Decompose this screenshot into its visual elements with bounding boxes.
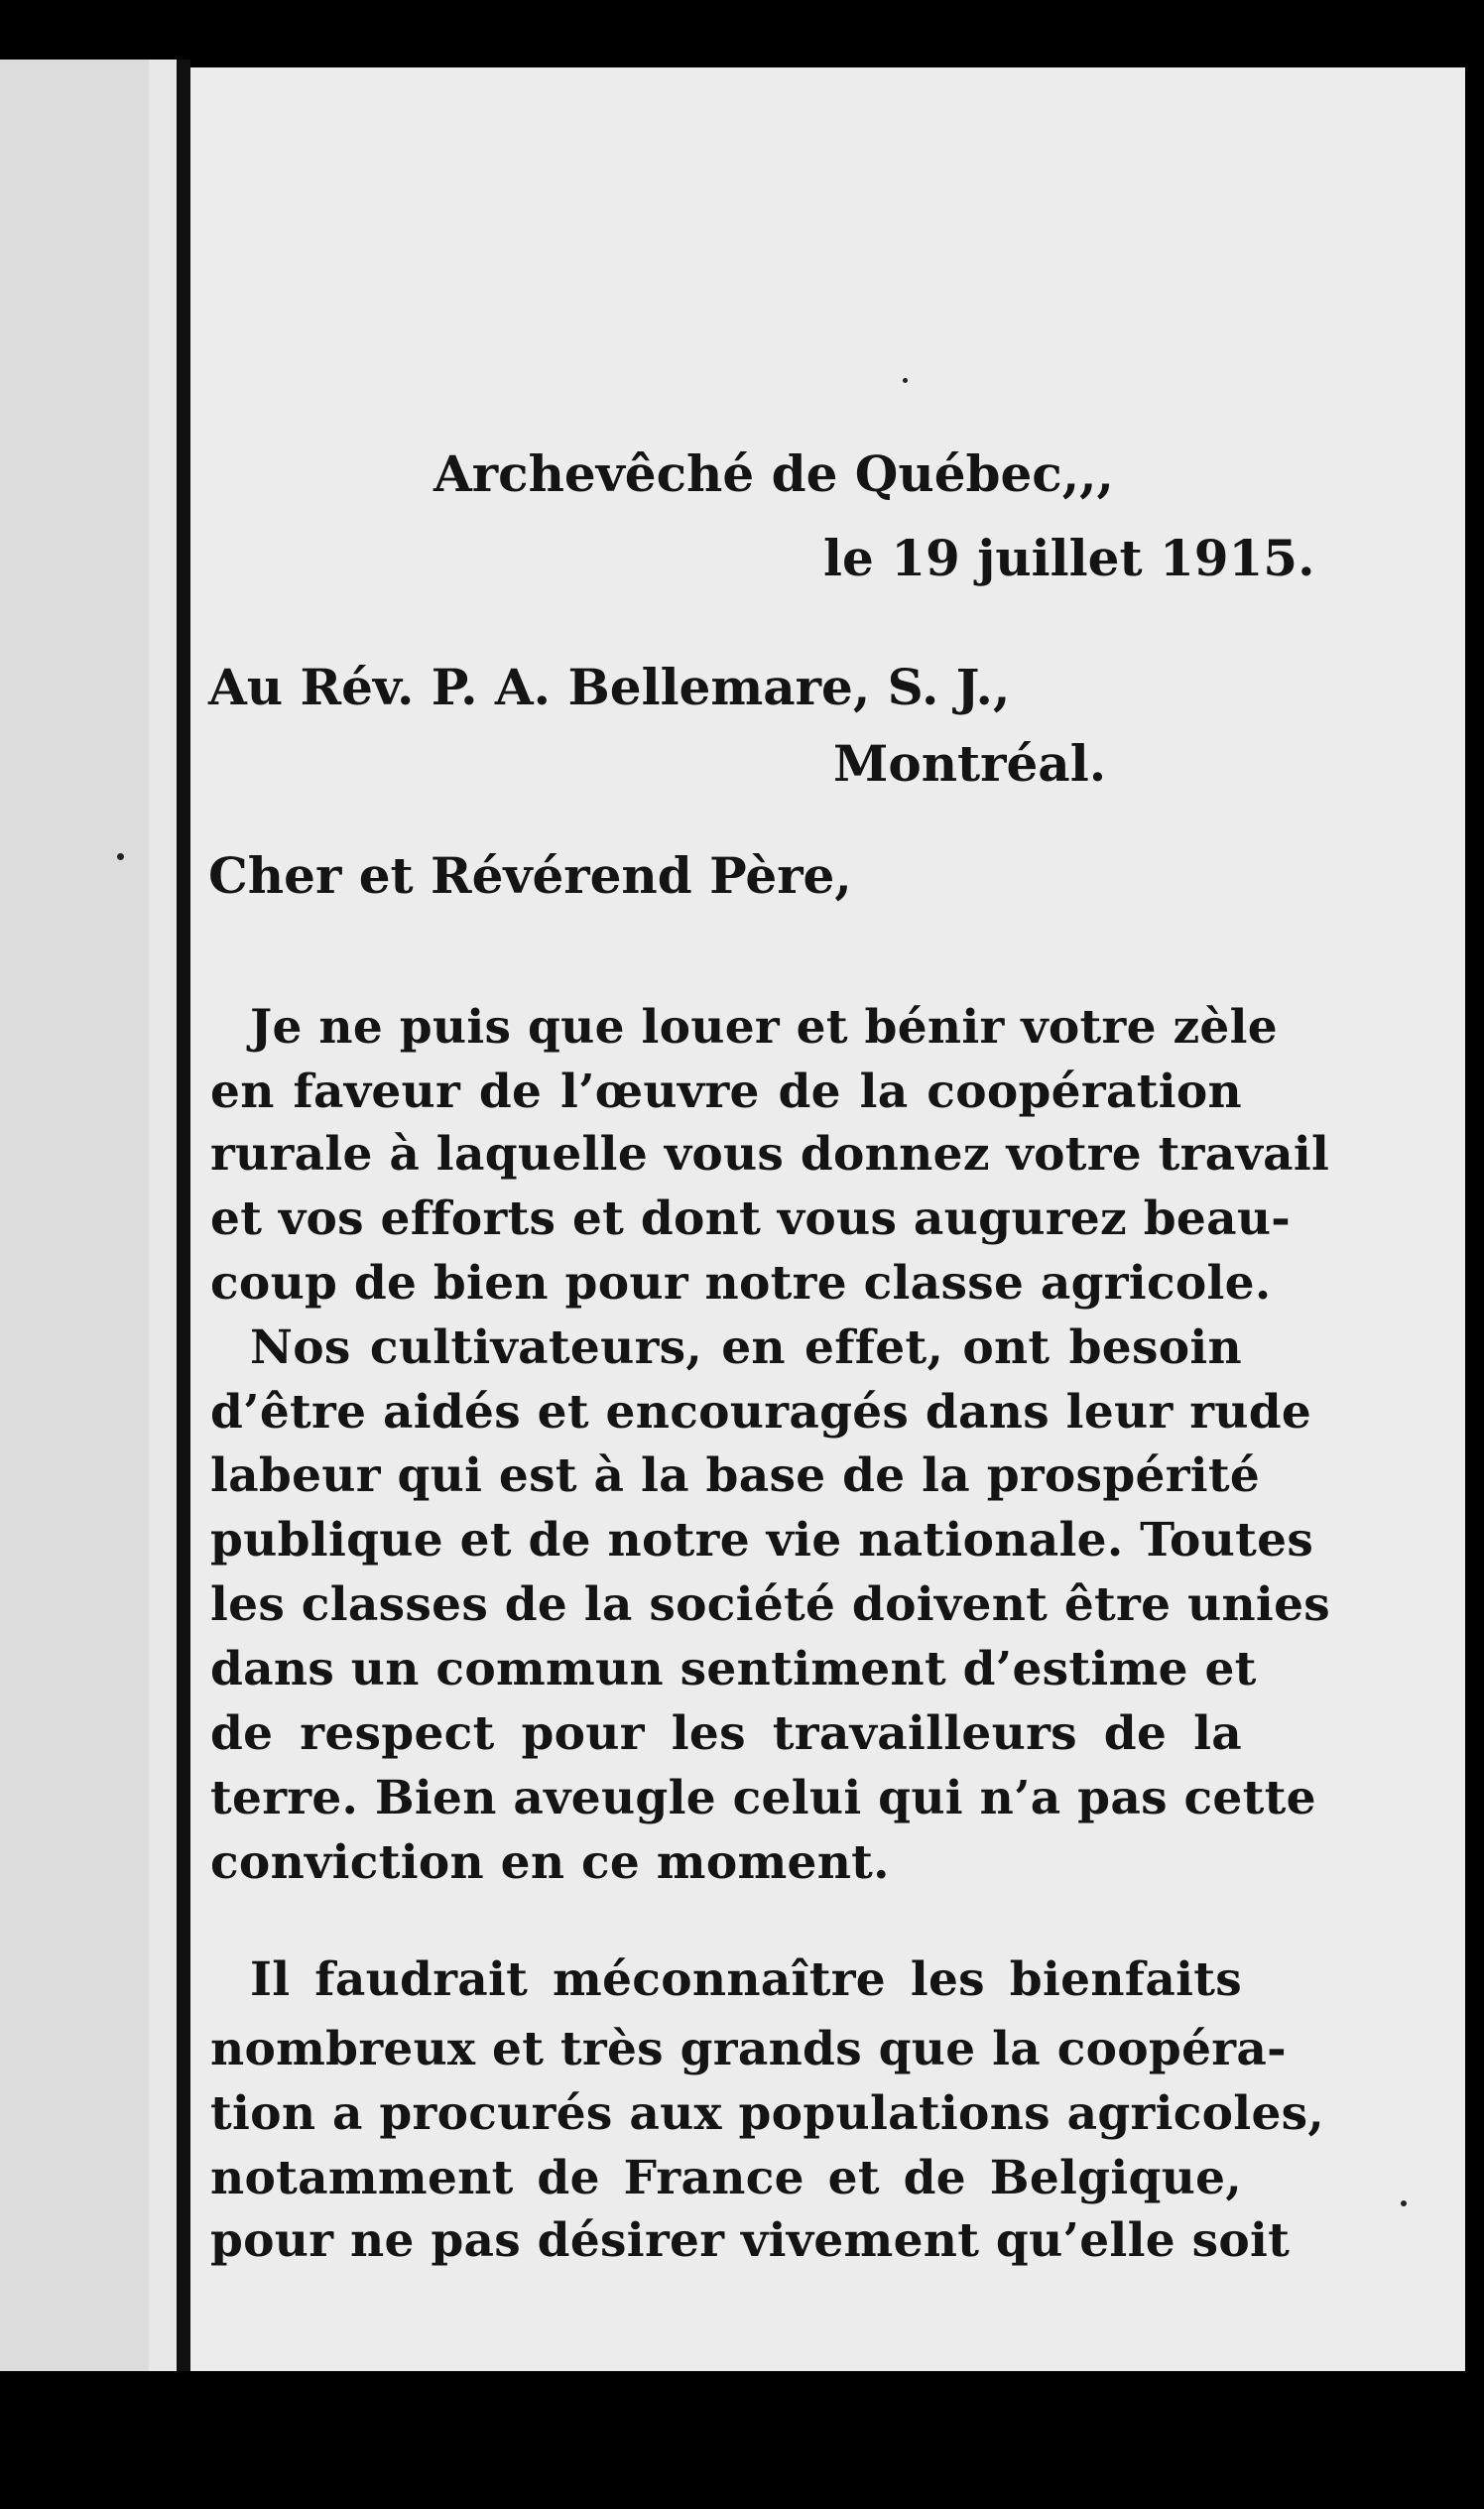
body-line: en faveur de l’œuvre de la coopération — [210, 1065, 1242, 1119]
body-line: dans un commun sentiment d’estime et — [210, 1642, 1257, 1696]
letter-body — [190, 67, 1465, 2371]
body-line: coup de bien pour notre classe agricole. — [210, 1256, 1272, 1311]
paper-speck — [903, 378, 908, 383]
paper-speck — [1401, 2200, 1407, 2206]
body-line: les classes de la société doivent être unies — [210, 1577, 1331, 1632]
body-line: et vos efforts et dont vous augurez beau- — [210, 1192, 1292, 1246]
addressee-city: Montréal. — [833, 734, 1107, 793]
salutation: Cher et Révérend Père, — [208, 846, 852, 905]
addressee-name: Au Rév. P. A. Bellemare, S. J., — [208, 658, 1011, 716]
body-line: terre. Bien aveugle celui qui n’a pas cette — [210, 1771, 1316, 1825]
body-line: rurale à laquelle vous donnez votre travail — [210, 1127, 1330, 1182]
page-gutter — [149, 60, 177, 2371]
body-line: Il faudrait méconnaître les bienfaits — [250, 1952, 1242, 2007]
body-line: publique et de notre vie nationale. Toutes — [210, 1513, 1314, 1568]
body-line: notamment de France et de Belgique, — [210, 2151, 1242, 2205]
body-line: pour ne pas désirer vivement qu’elle soit — [210, 2213, 1291, 2268]
body-line: Nos cultivateurs, en effet, ont besoin — [250, 1320, 1242, 1375]
body-line: tion a procurés aux populations agricoles, — [210, 2086, 1325, 2141]
body-line: conviction en ce moment. — [210, 1835, 890, 1890]
body-line: nombreux et très grands que la coopéra- — [210, 2022, 1287, 2076]
body-line: Je ne puis que louer et bénir votre zèle — [250, 1000, 1278, 1055]
body-line: labeur qui est à la base de la prospérité — [210, 1448, 1261, 1503]
paper-speck — [117, 853, 124, 860]
binding-line — [177, 60, 190, 2371]
letter-page — [190, 67, 1465, 2371]
body-line: de respect pour les travailleurs de la — [210, 1706, 1242, 1761]
adjacent-page-edge — [0, 60, 149, 2371]
letter-place: Archevêché de Québec,,, — [433, 444, 1114, 503]
body-line: d’être aidés et encouragés dans leur rude — [210, 1385, 1312, 1440]
letter-date: le 19 juillet 1915. — [823, 529, 1315, 587]
